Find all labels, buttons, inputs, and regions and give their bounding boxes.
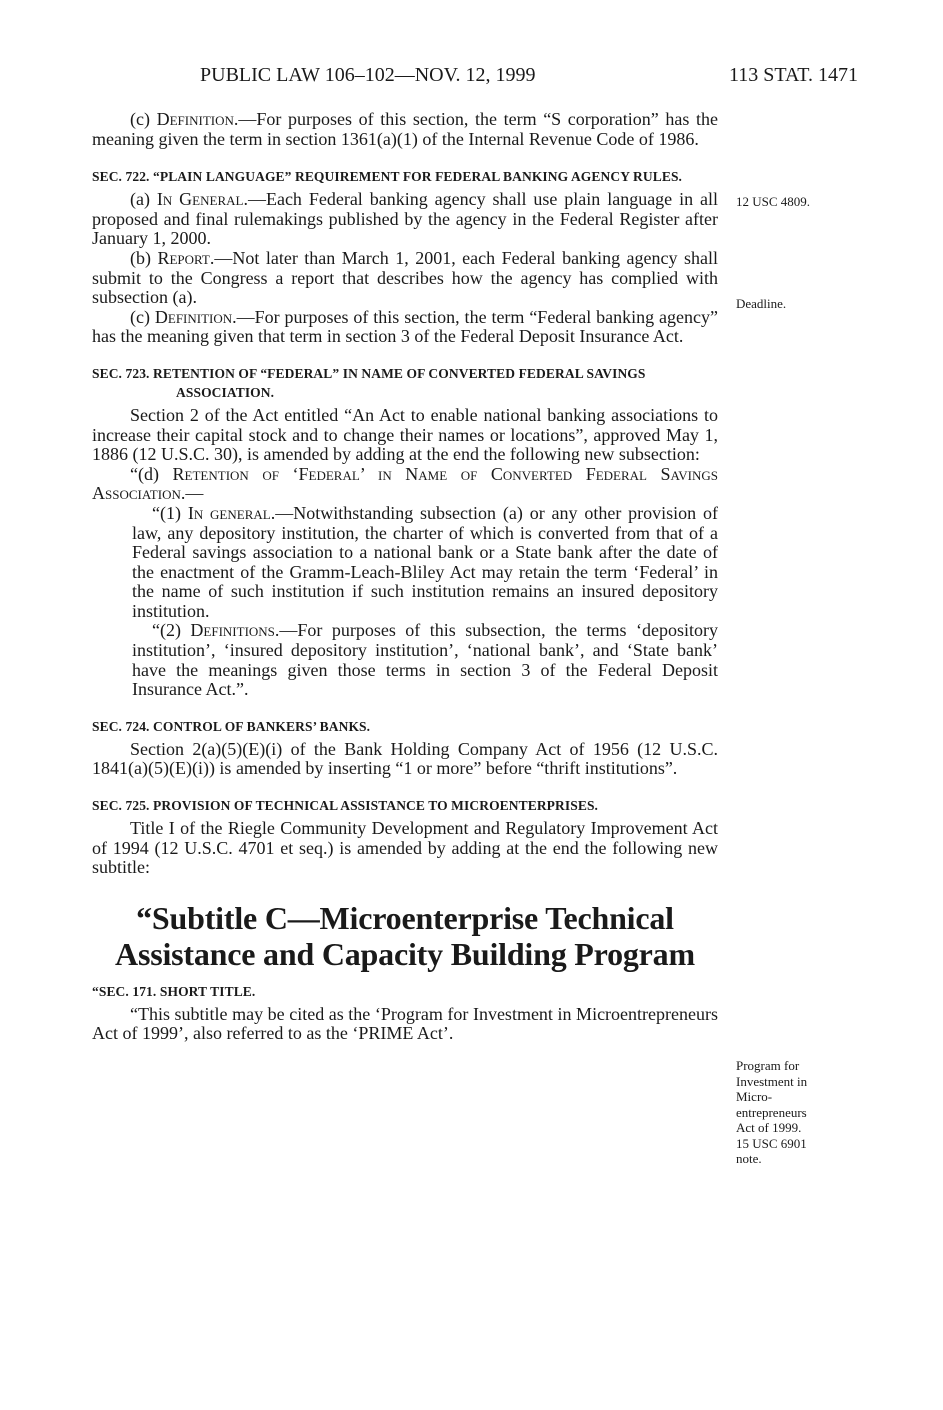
para-heading: In General [156,189,244,210]
subtitle-c-heading: “Subtitle C—Microenterprise Technical Assistance and Capacity Building Program [115,899,695,972]
margin-note-prime-act [736,1058,846,1167]
para-heading: In general [187,502,271,523]
section-724-heading: SEC. 724. CONTROL OF BANKERS’ BANKS. [92,718,371,734]
para-lead: (c) [130,109,157,129]
section-171-heading: “SEC. 171. SHORT TITLE. [92,983,256,999]
margin-line: Program for [736,1058,800,1073]
paragraph-725: Title I of the Riegle Community Development and Regulatory Improvement Act of 1994 (12 U.S.C. 4701 et seq.) is amended by adding at the end the following new subtitle: [92,818,718,878]
header-stat-page: 113 STAT. 1471 [729,64,858,86]
para-lead: (c) [130,306,155,327]
section-723-heading: SEC. 723. RETENTION OF “FEDERAL” IN NAME OF CONVERTED FEDERAL SAVINGS ASSOCIATION. [92,365,646,400]
paragraph-s-corporation-definition [92,110,718,149]
paragraph-723-intro: Section 2 of the Act entitled “An Act to enable national banking associations to increase their capital stock and to change their names or locations”, approved May 1, 1886 (12 U.S.C. 30), is amended by adding at the end the following new subsection: [92,404,718,465]
margin-note-deadline: Deadline. [736,296,787,311]
paragraph-723d1 [132,504,718,622]
paragraph-722c [92,308,718,347]
paragraph-171: “This subtitle may be cited as the ‘Program for Investment in Microentrepreneurs Act of 1999’, also referred to as the ‘PRIME Act’. [92,1003,718,1044]
margin-line: note. [736,1151,762,1166]
para-lead: “(d) [130,463,173,484]
margin-note-12-usc-4809: 12 USC 4809. [736,194,811,209]
margin-line: Investment in [736,1073,808,1089]
para-heading: Definition [156,109,234,129]
para-text: .—For purposes of this section, the term “Federal banking agency” has the meaning given that term in section 3 of the Federal Deposit Insurance Act. [92,306,718,347]
main-text-column [92,110,718,1044]
paragraph-724: Section 2(a)(5)(E)(i) of the Bank Holding Company Act of 1956 (12 U.S.C. 1841(a)(5)(E)(i)) is amended by inserting “1 or more” before “thrift institutions”. [92,738,718,779]
para-text: .—Not later than March 1, 2001, each Federal banking agency shall submit to the Congress a report that describes how the agency has complied with subsection (a). [92,247,718,308]
para-text: .—For purposes of this section, the term “S corporation” has the meaning given the term in section 1361(a)(1) of the Internal Revenue Code of 1986. [92,109,718,149]
para-lead: (b) [130,247,158,268]
para-heading: Retention of ‘Federal’ in Name of Converted Federal Savings Association [92,463,718,504]
para-text: .—For purposes of this subsection, the terms ‘depository institution’, ‘insured depository institution’, ‘national bank’, and ‘State bank’ have the meanings given those terms in section 3 of the Federal Deposit Insurance Act.”. [132,620,718,700]
paragraph-722a [92,190,718,249]
paragraph-723d [92,465,718,504]
margin-line: Micro- [736,1089,773,1104]
margin-line: entrepreneurs [736,1104,807,1120]
para-lead: (a) [130,189,157,210]
margin-line: 15 USC 6901 [736,1135,807,1151]
para-text: .—Each Federal banking agency shall use plain language in all proposed and final rulemakings published by the agency in the Federal Register after January 1, 2000. [92,189,718,249]
margin-line: Act of 1999. [736,1120,802,1135]
para-heading: Definitions [190,620,275,641]
section-722-heading: SEC. 722. “PLAIN LANGUAGE” REQUIREMENT FOR FEDERAL BANKING AGENCY RULES. [92,169,683,185]
para-lead: “(2) [152,620,191,641]
para-tail: .— [180,483,204,504]
para-lead: “(1) [152,502,188,523]
section-725-heading: SEC. 725. PROVISION OF TECHNICAL ASSISTANCE TO MICROENTERPRISES. [92,798,599,814]
header-public-law: PUBLIC LAW 106–102—NOV. 12, 1999 [200,64,536,86]
paragraph-723d2 [132,621,718,699]
para-heading: Report [157,247,210,268]
para-heading: Definition [154,306,233,327]
para-text: .—Notwithstanding subsection (a) or any other provision of law, any depository institution, the charter of which is converted from that of a Federal savings association to a national bank or a State bank after the date of the enactment of the Gramm-Leach-Bliley Act may retain the term ‘Federal’ in the name of such institution if such institution remains an insured depository institution. [132,502,719,621]
paragraph-722b [92,249,718,308]
